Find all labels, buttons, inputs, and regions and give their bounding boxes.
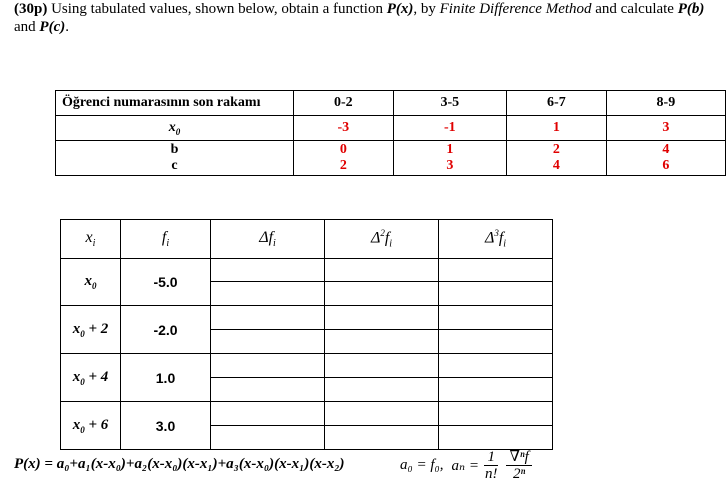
last-digit-header: Öğrenci numarasının son rakamı <box>56 91 294 116</box>
pc-label: P(c) <box>39 19 66 35</box>
points-label: (30p) <box>14 1 48 17</box>
table-row <box>61 354 553 378</box>
lookup-header-row <box>56 91 726 116</box>
function-name: P(x) <box>386 1 414 17</box>
f-value: -5.0 <box>121 259 211 306</box>
x-value: $x_0 + 4$ <box>61 354 121 402</box>
x0-value: 1 <box>507 116 607 141</box>
empty-cell <box>439 378 553 402</box>
bc-value: 4 6 <box>606 141 725 176</box>
fraction-1-over-nfact: $\frac{1}{n!}$ <box>484 449 498 482</box>
table-row <box>61 402 553 426</box>
f-value: -2.0 <box>121 306 211 354</box>
empty-cell <box>211 330 325 354</box>
column-header: 8-9 <box>606 91 725 116</box>
empty-cell <box>439 426 553 450</box>
empty-cell <box>439 282 553 306</box>
fi-header: $f_i$ <box>121 220 211 259</box>
table-row <box>61 306 553 330</box>
xi-header: $x_i$ <box>61 220 121 259</box>
table-row <box>61 259 553 282</box>
a0-definition: a₀ = f₀, <box>400 457 444 473</box>
bc-row <box>56 141 726 176</box>
x-value: $x_0$ <box>61 259 121 306</box>
empty-cell <box>325 330 439 354</box>
empty-cell <box>211 259 325 282</box>
x0-value: -3 <box>293 116 393 141</box>
empty-cell <box>211 282 325 306</box>
empty-cell <box>211 378 325 402</box>
finite-difference-table <box>60 219 553 450</box>
delta3-header: $\Delta^3f_i$ <box>439 220 553 259</box>
student-number-table <box>55 90 726 176</box>
bc-value: 1 3 <box>393 141 506 176</box>
x0-value: -1 <box>393 116 506 141</box>
delta1-header: $\Delta f_i$ <box>211 220 325 259</box>
f-value: 1.0 <box>121 354 211 402</box>
diff-header-row <box>61 220 553 259</box>
empty-cell <box>211 426 325 450</box>
empty-cell <box>211 354 325 378</box>
column-header: 3-5 <box>393 91 506 116</box>
x-value: $x_0 + 2$ <box>61 306 121 354</box>
empty-cell <box>325 354 439 378</box>
empty-cell <box>325 402 439 426</box>
polynomial-formula: P(x) = a₀+a₁(x-x₀)+a₂(x-x₀)(x-x₁)+a₃(x-x₀)(x-x₁)(x-x₂) <box>14 456 345 472</box>
empty-cell <box>325 426 439 450</box>
an-label: aₙ = <box>451 458 479 474</box>
empty-cell <box>439 354 553 378</box>
pb-label: P(b) <box>677 1 705 17</box>
delta2-header: $\Delta^2f_i$ <box>325 220 439 259</box>
statement-text: . <box>65 19 69 35</box>
bc-value: 2 4 <box>507 141 607 176</box>
empty-cell <box>211 402 325 426</box>
method-name: Finite Difference Method <box>439 1 592 17</box>
x0-label: $x_0$ <box>56 116 294 141</box>
x0-value: 3 <box>606 116 725 141</box>
column-header: 0-2 <box>293 91 393 116</box>
x-value: $x_0 + 6$ <box>61 402 121 450</box>
empty-cell <box>325 306 439 330</box>
x0-row <box>56 116 726 141</box>
empty-cell <box>439 330 553 354</box>
coefficient-formula <box>400 449 535 482</box>
empty-cell <box>211 306 325 330</box>
statement-text: Using tabulated values, shown below, obtain a function <box>47 1 387 17</box>
bc-label: b c <box>56 141 294 176</box>
empty-cell <box>439 259 553 282</box>
empty-cell <box>439 402 553 426</box>
empty-cell <box>439 306 553 330</box>
empty-cell <box>325 259 439 282</box>
statement-text: , by <box>413 1 440 17</box>
fraction-nabla-over-2n: $\frac{\text{∇ⁿf}}{\text{2ⁿ}}$ <box>506 449 531 482</box>
bc-value: 0 2 <box>293 141 393 176</box>
statement-text: and <box>14 19 40 35</box>
statement-text: and calculate <box>591 1 678 17</box>
column-header: 6-7 <box>507 91 607 116</box>
empty-cell <box>325 378 439 402</box>
problem-statement <box>14 0 714 36</box>
empty-cell <box>325 282 439 306</box>
f-value: 3.0 <box>121 402 211 450</box>
